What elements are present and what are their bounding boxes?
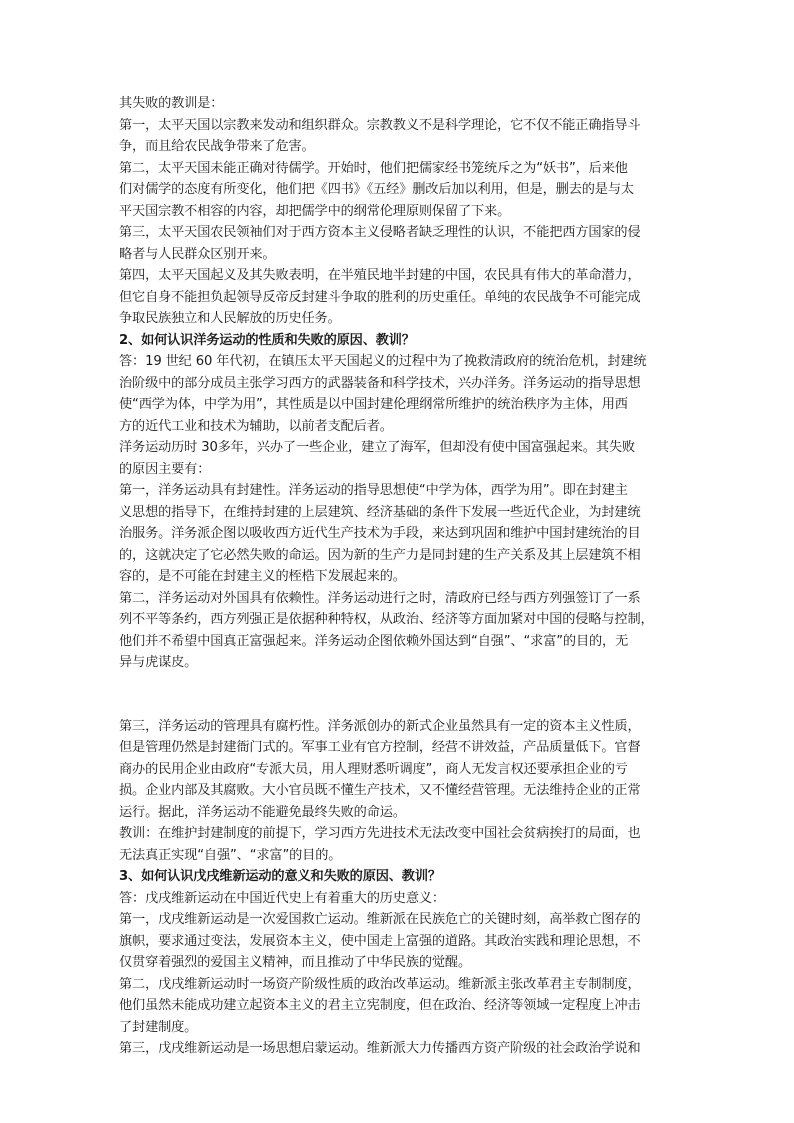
text-line: 容的，是不可能在封建主义的桎梏下发展起来的。: [119, 569, 406, 584]
blank-space: [119, 674, 681, 716]
document-page: [119, 93, 681, 1060]
text-line: 损。企业内部及其腐败。大小官员既不懂生产技术，又不懂经营管理。无法维持企业的正常: [119, 783, 641, 798]
text-line: 争，而且给农民战争带来了危害。: [119, 139, 315, 154]
text-line: 争取民族独立和人民解放的历史任务。: [119, 311, 341, 326]
text-line: 第三，戊戌维新运动是一场思想启蒙运动。维新派大力传播西方资产阶级的社会政治学说和: [119, 1041, 641, 1056]
paragraph-reform-movement: [119, 888, 681, 1060]
text-line: 运行。据此，洋务运动不能避免最终失败的命运。: [119, 804, 406, 820]
text-line: 第二，太平天国未能正确对待儒学。开始时，他们把儒家经书笼统斥之为“妖书”，后来他: [119, 160, 628, 176]
text-line: 第一，洋务运动具有封建性。洋务运动的指导思想使“中学为体，西学为用”。即在封建主: [119, 483, 628, 498]
text-line: 列不平等条约，西方列强正是依据种种特权，从政治、经济等方面加紧对中国的侵略与控制，: [119, 612, 654, 627]
text-line: 第三，太平天国农民领袖们对于西方资本主义侵略者缺乏理性的认识，不能把西方国家的侵: [119, 225, 641, 240]
text-line: 的，这就决定了它必然失败的命运。因为新的生产力是同封建的生产关系及其上层建筑不相: [119, 547, 641, 563]
text-line: 第三，洋务运动的管理具有腐朽性。洋务派创办的新式企业虽然具有一定的资本主义性质，: [119, 718, 641, 734]
text-line: 第二，戊戌维新运动时一场资产阶级性质的政治改革运动。维新派主张改革君主专制制度，: [119, 976, 641, 992]
text-line: 第四，太平天国起义及其失败表明，在半殖民地半封建的中国，农民具有伟大的革命潜力，: [119, 268, 641, 283]
text-line: 仅贯穿着强烈的爱国主义精神，而且推动了中华民族的觉醒。: [119, 955, 472, 970]
text-line: 方的近代工业和技术为辅助，以前者支配后者。: [119, 418, 393, 434]
text-line: 无法真正实现“自强”、“求富”的目的。: [119, 847, 342, 863]
text-line: 异与虎谋皮。: [119, 655, 198, 670]
paragraph-westernization-decay: [119, 716, 681, 867]
text-line: 治阶级中的部分成员主张学习西方的武器装备和科学技术，兴办洋务。洋务运动的指导思想: [119, 375, 641, 391]
text-line: 旗帜，要求通过变法，发展资本主义，使中国走上富强的道路。其政治实践和理论思想，不: [119, 933, 641, 949]
text-line: 但它自身不能担负起领导反帝反封建斗争取的胜利的历史重任。单纯的农民战争不可能完成: [119, 289, 641, 305]
text-line: 第一，太平天国以宗教来发动和组织群众。宗教教义不是科学理论，它不仅不能正确指导斗: [119, 117, 641, 133]
text-line: 答：戊戌维新运动在中国近代史上有着重大的历史意义：: [119, 890, 445, 906]
text-line: 但是管理仍然是封建衙门式的。军事工业有官方控制，经营不讲效益，产品质量低下。官督: [119, 740, 641, 755]
text-line: 其失败的教训是：: [119, 96, 224, 111]
text-line: 他们虽然未能成功建立起资本主义的君主立宪制度，但在政治、经济等领域一定程度上冲击: [119, 998, 641, 1013]
text-line: 义思想的指导下，在维持封建的上层建筑、经济基础的条件下发展一些近代企业，为封建统: [119, 504, 641, 520]
text-line: 略者与人民群众区别开来。: [119, 246, 276, 262]
text-line: 使“西学为体，中学为用”，其性质是以中国封建伦理纲常所维护的统治秩序为主体，用西: [119, 397, 628, 412]
text-line: 治服务。洋务派企图以吸收西方近代生产技术为手段，来达到巩固和维护中国封建统治的目: [119, 526, 641, 541]
text-line: 洋务运动历时 30多年，兴办了一些企业，建立了海军，但却没有使中国富强起来。其失败: [119, 440, 635, 455]
text-line: 们对儒学的态度有所变化，他们把《四书》《五经》删改后加以利用，但是，删去的是与太: [119, 182, 634, 197]
text-line: 第二，洋务运动对外国具有依赖性。洋务运动进行之时，清政府已经与西方列强签订了一系: [119, 590, 641, 606]
paragraph-westernization-movement: [119, 351, 681, 674]
text-line: 教训：在维护封建制度的前提下，学习西方先进技术无法改变中国社会贫病挨打的局面，也: [119, 826, 641, 841]
text-line: 了封建制度。: [119, 1019, 198, 1035]
text-line: 商办的民用企业由政府“专派大员，用人理财悉听调度”，商人无发言权还要承担企业的亏: [119, 761, 628, 777]
text-line: 第一，戊戌维新运动是一次爱国救亡运动。维新派在民族危亡的关键时刻，高举救亡图存的: [119, 912, 641, 927]
text-line: 答：19 世纪 60 年代初，在镇压太平天国起义的过程中为了挽救清政府的统治危机，封建统: [119, 354, 647, 369]
text-line: 的原因主要有：: [119, 461, 211, 477]
paragraph-taiping-lessons: [119, 93, 681, 330]
section-heading-2: 2、如何认识洋务运动的性质和失败的原因、教训？: [119, 332, 415, 348]
section-heading-3: 3、如何认识戊戌维新运动的意义和失败的原因、教训？: [119, 869, 441, 884]
text-line: 他们并不希望中国真正富强起来。洋务运动企图依赖外国达到“自强”、“求富”的目的，无: [119, 633, 629, 649]
text-line: 平天国宗教不相容的内容，却把儒学中的纲常伦理原则保留了下来。: [119, 203, 511, 219]
